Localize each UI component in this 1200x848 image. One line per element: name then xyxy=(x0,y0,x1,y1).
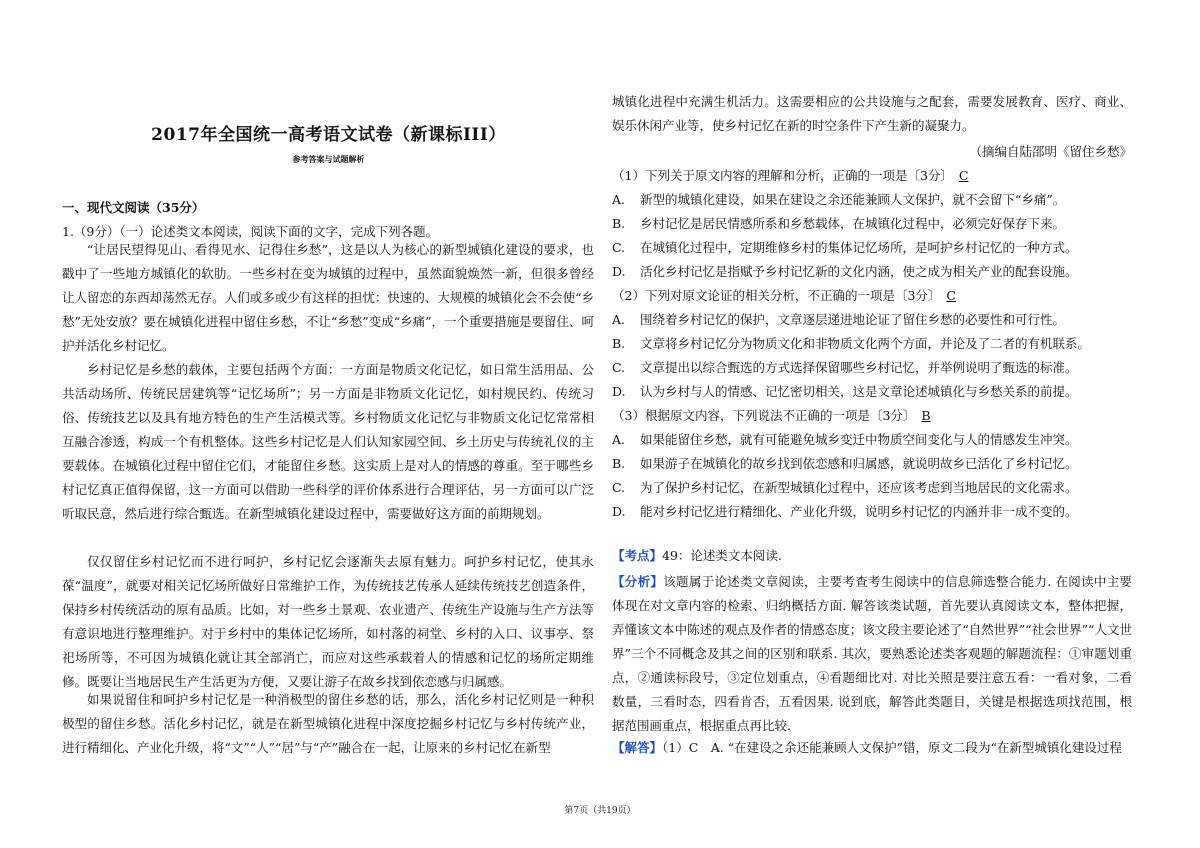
section-heading: 一、现代文阅读（35分） xyxy=(62,200,205,215)
article-paragraph-3: 仅仅留住乡村记忆而不进行呵护，乡村记忆会逐渐失去原有魅力。呵护乡村记忆，使其永葆“温度”，就要对相关记忆场所做好日常维护工作，为传统技艺传承人延续传统技艺创造条件，保持乡村传统活动的原有品质。比如，对一些乡土景观、农业遗产、传统生产设施与生产方法等有意识地进行整理维护。对于乡村中的集体记忆场所，如村落的祠堂、乡村的入口、议事亭、祭祀场所等，不可因为城镇化就让其全部消亡，而应对这些承载着人的情感和记忆的场所定期维修。既要让当地居民生产生活更为方便，又要让游子在故乡找到依恋感与归属感。 xyxy=(62,554,594,689)
option-text: 活化乡村记忆是指赋予乡村记忆新的文化内涵，使之成为相关产业的配套设施。 xyxy=(640,264,1078,279)
article-paragraph-1: “让居民望得见山、看得见水、记得住乡愁”，这是以人为核心的新型城镇化建设的要求，也戳中了一些地方城镇化的软肋。一些乡村在变为城镇的过程中，虽然面貌焕然一新，但很多曾经让人留恋的东西却荡然无存。人们或多或少有这样的担忧：快速的、大规模的城镇化会不会使“乡愁”无处安放？要在城镇化进程中留住乡愁，不让“乡愁”变成“乡痛”，一个重要措施是要留住、呵护并活化乡村记忆。 xyxy=(62,242,594,353)
option-text: 为了保护乡村记忆，在新型城镇化过程中，还应该考虑到当地居民的文化需求。 xyxy=(640,480,1078,495)
q3-option-b xyxy=(612,454,1078,472)
q2-option-b xyxy=(612,334,1090,352)
q1-option-d xyxy=(612,262,1078,280)
option-label: D. xyxy=(612,504,626,519)
question-2-stem xyxy=(612,286,962,304)
question-3-answer: B xyxy=(921,408,931,423)
option-label: D. xyxy=(612,264,626,279)
option-text: 文章提出以综合甄选的方式选择保留哪些乡村记忆，并举例说明了甄选的标准。 xyxy=(640,360,1078,375)
article-paragraph-4: 如果说留住和呵护乡村记忆是一种消极型的留住乡愁的话，那么，活化乡村记忆则是一种积极型的留住乡愁。活化乡村记忆，就是在新型城镇化进程中深度挖掘乡村记忆与乡村传统产业，进行精细化、产业化升级，将“文”“人”“居”与“产”融合在一起，让原来的乡村记忆在新型 xyxy=(62,692,594,755)
option-text: 如果能留住乡愁，就有可能避免城乡变迁中物质空间变化与人的情感发生冲突。 xyxy=(640,432,1078,447)
question-3-stem xyxy=(612,406,937,424)
q2-option-a xyxy=(612,310,1065,328)
question-3-stem-text: （3）根据原文内容，下列说法不正确的一项是〔3分〕 xyxy=(612,408,916,423)
option-text: 能对乡村记忆进行精细化、产业化升级，说明乡村记忆的内涵并非一成不变的。 xyxy=(640,504,1078,519)
option-label: A. xyxy=(612,312,626,327)
option-label: B. xyxy=(612,336,626,351)
kaodian-line xyxy=(612,546,782,564)
option-text: 认为乡村与人的情感、记忆密切相关，这是文章论述城镇化与乡愁关系的前提。 xyxy=(640,384,1078,399)
option-text: 在城镇化过程中，定期维修乡村的集体记忆场所，是呵护乡村记忆的一种方式。 xyxy=(640,240,1078,255)
question-2-answer: C xyxy=(946,288,956,303)
option-label: A. xyxy=(612,192,626,207)
question-1-answer: C xyxy=(958,168,969,183)
question-2-stem-text: （2）下列对原文论证的相关分析，不正确的一项是〔3分〕 xyxy=(612,288,941,303)
option-label: B. xyxy=(612,456,626,471)
kaodian-tag: 【考点】 xyxy=(612,548,663,563)
article-source: （摘编自陆邵明《留住乡愁》 xyxy=(969,144,1132,159)
option-text: 文章将乡村记忆分为物质文化和非物质文化两个方面，并论及了二者的有机联系。 xyxy=(640,336,1091,351)
fenxi-block xyxy=(612,570,1132,738)
q2-option-c xyxy=(612,358,1078,376)
option-text: 围绕着乡村记忆的保护，文章逐层递进地论证了留住乡愁的必要性和可行性。 xyxy=(640,312,1066,327)
q1-option-b xyxy=(612,214,1065,232)
q3-option-d xyxy=(612,502,1078,520)
exam-subtitle: 参考答案与试题解析 xyxy=(292,154,365,164)
fenxi-text: 该题属于论述类文章阅读，主要考查考生阅读中的信息筛选整合能力. 在阅读中主要体现在对文章内容的检索、归纳概括方面. 解答该类试题，首先要认真阅读文本，整体把握，弄懂该文本中陈述的观点及作者的情感态度；该文段主要论述了“自然世界”“社会世界”“人文世界”三个不同概念及其之间的区别和联系. 其次，要熟悉论述类客观题的解题流程：①审题划重点，②通读标段号，③定位划重点，④看题细比对. 对比关照是要注意五看：一看对象，二看数量，三看时态，四看肯否，五看因果. 说到底，解答此类题目，关键是根据选项找范围，根据范围画重点，根据重点再比较. xyxy=(612,574,1132,733)
option-text: 新型的城镇化建设，如果在建设之余还能兼顾人文保护，就不会留下“乡痛”。 xyxy=(640,192,1066,207)
kaodian-text: 49：论述类文本阅读. xyxy=(662,548,782,563)
q1-option-c xyxy=(612,238,1078,256)
article-paragraph-4-continued: 城镇化进程中充满生机活力。这需要相应的公共设施与之配套，需要发展教育、医疗、商业、娱乐休闲产业等，使乡村记忆在新的时空条件下产生新的凝聚力。 xyxy=(612,94,1132,133)
jieda-text: （1）C A. “在建设之余还能兼顾人文保护”错，原文二段为“在新型城镇化建设过程 xyxy=(662,740,1122,755)
q1-option-a xyxy=(612,190,1065,208)
option-text: 如果游子在城镇化的故乡找到依恋感和归属感，就说明故乡已活化了乡村记忆。 xyxy=(640,456,1078,471)
option-label: C. xyxy=(612,240,626,255)
option-text: 乡村记忆是居民情感所系和乡愁载体，在城镇化过程中，必须完好保存下来。 xyxy=(640,216,1066,231)
question-1-stem xyxy=(612,166,975,184)
jieda-line xyxy=(612,738,1122,756)
question-1-stem-text: （1）下列关于原文内容的理解和分析，正确的一项是〔3分〕 xyxy=(612,168,953,183)
q3-option-a xyxy=(612,430,1078,448)
option-label: C. xyxy=(612,360,626,375)
option-label: B. xyxy=(612,216,626,231)
fenxi-tag: 【分析】 xyxy=(612,574,664,589)
option-label: A. xyxy=(612,432,626,447)
q3-option-c xyxy=(612,478,1078,496)
q2-option-d xyxy=(612,382,1078,400)
option-label: C. xyxy=(612,480,626,495)
option-label: D. xyxy=(612,384,626,399)
question1-intro: 1.（9分）（一）论述类文本阅读，阅读下面的文字，完成下列各题。 xyxy=(62,224,439,239)
article-paragraph-2: 乡村记忆是乡愁的载体，主要包括两个方面：一方面是物质文化记忆，如日常生活用品、公共活动场所、传统民居建筑等“记忆场所”；另一方面是非物质文化记忆，如村规民约、传统习俗、传统技艺以及具有地方特色的生产生活模式等。乡村物质文化记忆与非物质文化记忆常常相互融合渗透，构成一个有机整体。这些乡村记忆是人们认知家园空间、乡土历史与传统礼仪的主要载体。在城镇化过程中留住它们，才能留住乡愁。这实质上是对人的情感的尊重。至于哪些乡村记忆真正值得保留，这一方面可以借助一些科学的评价体系进行合理评估，另一方面可以广泛听取民意，然后进行综合甄选。在新型城镇化建设过程中，需要做好这方面的前期规划。 xyxy=(62,362,594,521)
jieda-tag: 【解答】 xyxy=(612,740,663,755)
page-footer: 第7页（共19页） xyxy=(564,806,636,816)
exam-title: 2017年全国统一高考语文试卷（新课标III） xyxy=(151,125,506,145)
